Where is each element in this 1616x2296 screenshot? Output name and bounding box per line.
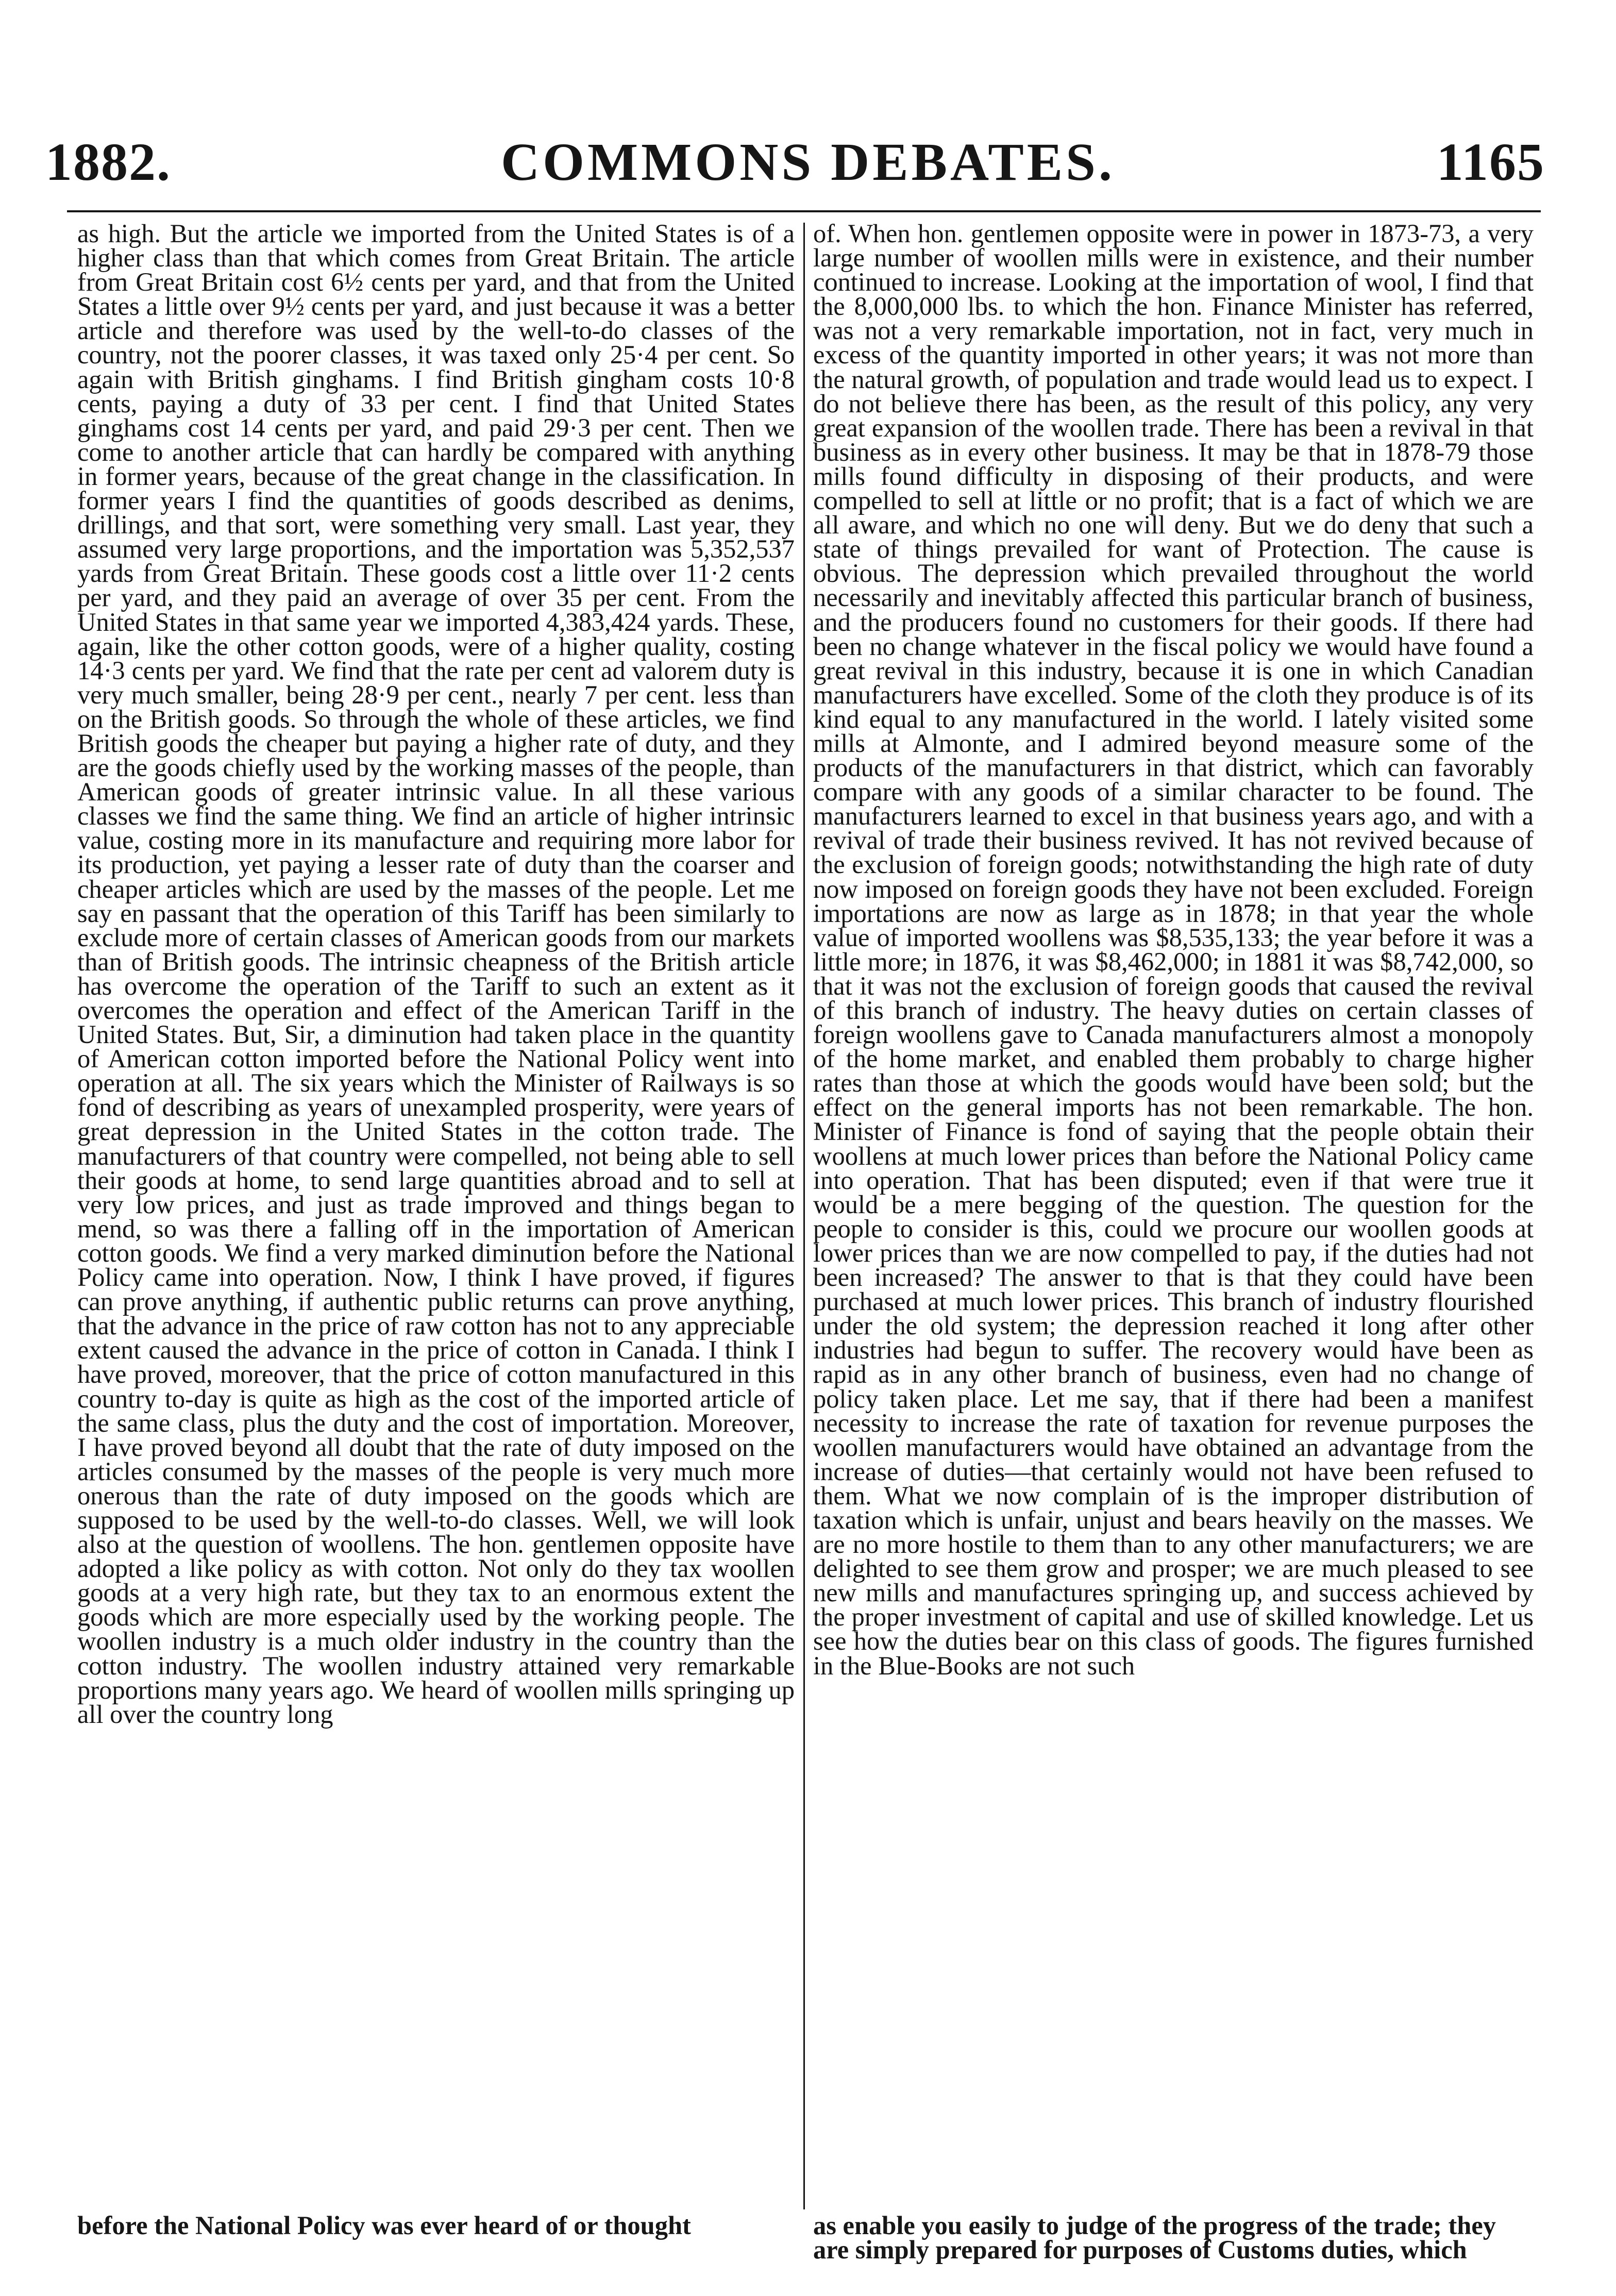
column-divider [803,223,805,2209]
header-page-number: 1165 [1436,132,1545,192]
right-column-last-line: are simply prepared for purposes of Customs duties, which [813,2235,1467,2264]
right-column-text: of. When hon. gentlemen opposite were in power in 1873-73, a very large number of woollen mills were in existence, and their number continued to increase. Looking at the importation of wool, I find that the 8,000,000 lbs. to which the hon. Finance Minister has referred, was not a very remarkable importation, not in fact, very much in excess of the quantity imported in other years; it was not more than the natural growth, of population and trade would lead us to expect. I do not believe there has been, as the result of this policy, any very great expansion of the woollen trade. There has been a revival in that business as in every other business. It may be that in 1878-79 those mills found difficulty in disposing of their products, and were compelled to sell at little or no profit; that is a fact of which we are all aware, and which no one will deny. But we do deny that such a state of things prevailed for want of Protection. The cause is obvious. The depression which prevailed throughout the world necessarily and inevitably affected this particular branch of business, and the producers found no customers for their goods. If there had been no change whatever in the fiscal policy we would have found a great revival in this industry, because it is one in which Canadian manufacturers have excelled. Some of the cloth they produce is of its kind equal to any manufactured in the world. I lately visited some mills at Almonte, and I admired beyond measure some of the products of the manufacturers in that district, which can favorably compare with any goods of a similar character to be found. The manufacturers learned to excel in that business years ago, and with a revival of trade their business revived. It has not revived because of the exclusion of foreign goods; notwithstanding the high rate of duty now imposed on foreign goods they have not been excluded. Foreign importations are now as large as in 1878; in that year the whole value of imported woollens was $8,535,133; the year before it was a little more; in 1876, it was $8,462,000; in 1881 it was $8,742,000, so that it was not the exclusion of foreign goods that caused the revival of this branch of industry. The heavy duties on certain classes of foreign woollens gave to Canada manufacturers almost a monopoly of the home market, and enabled them probably to charge higher rates than those at which the goods would have been sold; but the effect on the general imports has not been remarkable. The hon. Minister of Finance is fond of saying that the people obtain their woollens at much lower prices than before the National Policy came into operation. That has been disputed; even if that were true it would be a mere begging of the question. The question for the people to consider is this, could we procure our woollen goods at lower prices than we are now compelled to pay, if the duties had not been increased? The answer to that is that they could have been purchased at much lower prices. This branch of industry flourished under the old system; the depression reached it long after other industries had begun to suffer. The recovery would have been as rapid as in any other branch of business, even had no change of policy taken place. Let me say, that if there had been a manifest necessity to increase the rate of taxation for revenue purposes the woollen manufacturers would have obtained an advantage from the increase of duties—that certainly would not have been refused to them. What we now complain of is the improper distribution of taxation which is unfair, unjust and bears heavily on the masses. We are no more hostile to them than to any other manufacturers; we are delighted to see them grow and prosper; we are much pleased to see new mills and manufactures springing up, and success achieved by the proper investment of capital and use of skilled knowledge. Let us see how the duties bear on this class of goods. The figures furnished in the Blue-Books are not such [813,222,1534,1680]
left-column-last-line: before the National Policy was ever heard of or thought [77,2211,691,2240]
header-year: 1882. [45,132,171,192]
header-rule [67,210,1541,212]
right-column-second-last-line: as enable you easily to judge of the progress of the trade; they [813,2211,1496,2240]
right-column-last-lines [813,2211,1534,2264]
left-column [77,222,795,2211]
right-column [813,222,1534,2211]
header-title: COMMONS DEBATES. [501,132,1115,192]
page-header [0,131,1616,193]
left-column-text: as high. But the article we imported from the United States is of a higher class than that which comes from Great Britain. The article from Great Britain cost 6½ cents per yard, and that from the United States a little over 9½ cents per yard, and just because it was a better article and therefore was used by the well-to-do classes of the country, not the poorer classes, it was taxed only 25·4 per cent. So again with British ginghams. I find British gingham costs 10·8 cents, paying a duty of 33 per cent. I find that United States ginghams cost 14 cents per yard, and paid 29·3 per cent. Then we come to another article that can hardly be compared with anything in former years, because of the great change in the classification. In former years I find the quantities of goods described as denims, drillings, and that sort, were something very small. Last year, they assumed very large proportions, and the importation was 5,352,537 yards from Great Britain. These goods cost a little over 11·2 cents per yard, and they paid an average of over 35 per cent. From the United States in that same year we imported 4,383,424 yards. These, again, like the other cotton goods, were of a higher quality, costing 14·3 cents per yard. We find that the rate per cent ad valorem duty is very much smaller, being 28·9 per cent., nearly 7 per cent. less than on the British goods. So through the whole of these articles, we find British goods the cheaper but paying a higher rate of duty, and they are the goods chiefly used by the working masses of the people, than American goods of greater intrinsic value. In all these various classes we find the same thing. We find an article of higher intrinsic value, costing more in its manufacture and requiring more labor for its production, yet paying a lesser rate of duty than the coarser and cheaper articles which are used by the masses of the people. Let me say en passant that the operation of this Tariff has been similarly to exclude more of certain classes of American goods from our markets than of British goods. The intrinsic cheapness of the British article has overcome the operation of the Tariff to such an extent as it overcomes the operation and effect of the American Tariff in the United States. But, Sir, a diminution had taken place in the quantity of American cotton imported before the National Policy went into operation at all. The six years which the Minister of Railways is so fond of describing as years of unexampled prosperity, were years of great depression in the United States in the cotton trade. The manufacturers of that country were compelled, not being able to sell their goods at home, to send large quantities abroad and to sell at very low prices, and just as trade improved and things began to mend, so was there a falling off in the importation of American cotton goods. We find a very marked diminution before the National Policy came into operation. Now, I think I have proved, if figures can prove anything, if authentic public returns can prove anything, that the advance in the price of raw cotton has not to any appreciable extent caused the advance in the price of cotton in Canada. I think I have proved, moreover, that the price of cotton manufactured in this country to-day is quite as high as the cost of the imported article of the same class, plus the duty and the cost of importation. Moreover, I have proved beyond all doubt that the rate of duty imposed on the articles consumed by the masses of the people is very much more onerous than the rate of duty imposed on the goods which are supposed to be used by the well-to-do classes. Well, we will look also at the question of woollens. The hon. gentlemen opposite have adopted a like policy as with cotton. Not only do they tax woollen goods at a very high rate, but they tax to an enormous extent the goods which are more especially used by the working people. The woollen industry is a much older industry in the country than the cotton industry. The woollen industry attained very remarkable proportions many years ago. We heard of woollen mills springing up all over the country long [77,222,795,1729]
